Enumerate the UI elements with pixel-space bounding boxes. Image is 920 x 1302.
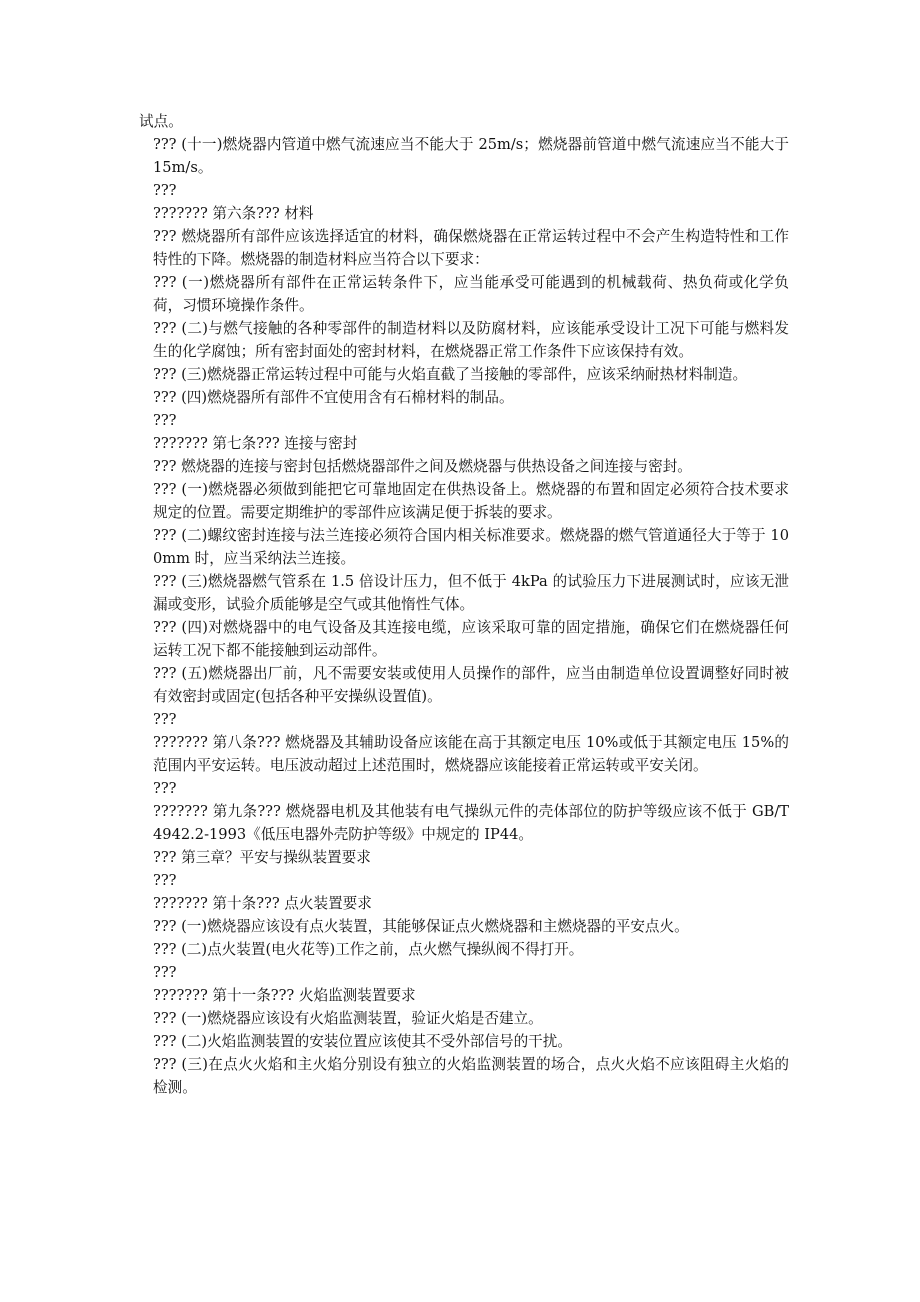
paragraph: ??????? 第九条??? 燃烧器电机及其他装有电气操纵元件的壳体部位的防护等级应该不低于 GB/T 4942.2-1993《低压电器外壳防护等级》中规定的 IP44。: [153, 803, 789, 843]
paragraph: ??????? 第十条??? 点火装置要求: [153, 895, 372, 912]
paragraph: ??? (三)在点火火焰和主火焰分别设有独立的火焰监测装置的场合，点火火焰不应该阻碍主火焰的检测。: [153, 1056, 789, 1096]
paragraph: ???: [153, 182, 177, 199]
paragraph: ???: [153, 872, 177, 889]
document-body: [139, 110, 789, 1099]
paragraph: 试点。: [139, 113, 183, 130]
paragraph: ??? 燃烧器的连接与密封包括燃烧器部件之间及燃烧器与供热设备之间连接与密封。: [153, 458, 692, 475]
paragraph: ??? (三)燃烧器正常运转过程中可能与火焰直截了当接触的零部件，应该采纳耐热材料制造。: [153, 366, 748, 383]
paragraph: ??? (五)燃烧器出厂前，凡不需要安装或使用人员操作的部件，应当由制造单位设置调整好同时被有效密封或固定(包括各种平安操纵设置值)。: [153, 665, 789, 705]
paragraph: ??????? 第十一条??? 火焰监测装置要求: [153, 987, 416, 1004]
paragraph: ??? (一)燃烧器所有部件在正常运转条件下，应当能承受可能遇到的机械载荷、热负荷或化学负荷，习惯环境操作条件。: [153, 274, 789, 314]
paragraph: ??? 第三章？平安与操纵装置要求: [153, 849, 371, 866]
paragraph: ??? 燃烧器所有部件应该选择适宜的材料，确保燃烧器在正常运转过程中不会产生构造特性和工作特性的下降。燃烧器的制造材料应当符合以下要求：: [153, 228, 789, 268]
paragraph: ??? (四)燃烧器所有部件不宜使用含有石棉材料的制品。: [153, 389, 514, 406]
paragraph: ??? (二)火焰监测装置的安装位置应该使其不受外部信号的干扰。: [153, 1033, 572, 1050]
paragraph: ??? (二)螺纹密封连接与法兰连接必须符合国内相关标准要求。燃烧器的燃气管道通径大于等于 100mm 时，应当采纳法兰连接。: [153, 527, 789, 567]
paragraph: ??? (二)与燃气接触的各种零部件的制造材料以及防腐材料，应该能承受设计工况下可能与燃料发生的化学腐蚀；所有密封面处的密封材料，在燃烧器正常工作条件下应该保持有效。: [153, 320, 789, 360]
paragraph: ??? (二)点火装置(电火花等)工作之前，点火燃气操纵阀不得打开。: [153, 941, 584, 958]
paragraph: ???: [153, 780, 177, 797]
paragraph: ??? (一)燃烧器必须做到能把它可靠地固定在供热设备上。燃烧器的布置和固定必须符合技术要求规定的位置。需要定期维护的零部件应该满足便于拆装的要求。: [153, 481, 789, 521]
paragraph: ??????? 第八条??? 燃烧器及其辅助设备应该能在高于其额定电压 10%或低于其额定电压 15%的范围内平安运转。电压波动超过上述范围时，燃烧器应该能接着正常运转或平安关闭。: [153, 734, 789, 774]
paragraph: ??? (十一)燃烧器内管道中燃气流速应当不能大于 25m/s；燃烧器前管道中燃气流速应当不能大于 15m/s。: [153, 136, 789, 176]
paragraph: ??????? 第七条??? 连接与密封: [153, 435, 358, 452]
paragraph: ???: [153, 412, 177, 429]
paragraph: ??????? 第六条??? 材料: [153, 205, 314, 222]
paragraph: ??? (四)对燃烧器中的电气设备及其连接电缆，应该采取可靠的固定措施，确保它们在燃烧器任何运转工况下都不能接触到运动部件。: [153, 619, 789, 659]
paragraph: ??? (一)燃烧器应该设有点火装置，其能够保证点火燃烧器和主燃烧器的平安点火。: [153, 918, 689, 935]
paragraph: ??? (一)燃烧器应该设有火焰监测装置，验证火焰是否建立。: [153, 1010, 543, 1027]
paragraph: ???: [153, 711, 177, 728]
paragraph: ???: [153, 964, 177, 981]
paragraph: ??? (三)燃烧器燃气管系在 1.5 倍设计压力，但不低于 4kPa 的试验压力下进展测试时，应该无泄漏或变形，试验介质能够是空气或其他惰性气体。: [153, 573, 789, 613]
